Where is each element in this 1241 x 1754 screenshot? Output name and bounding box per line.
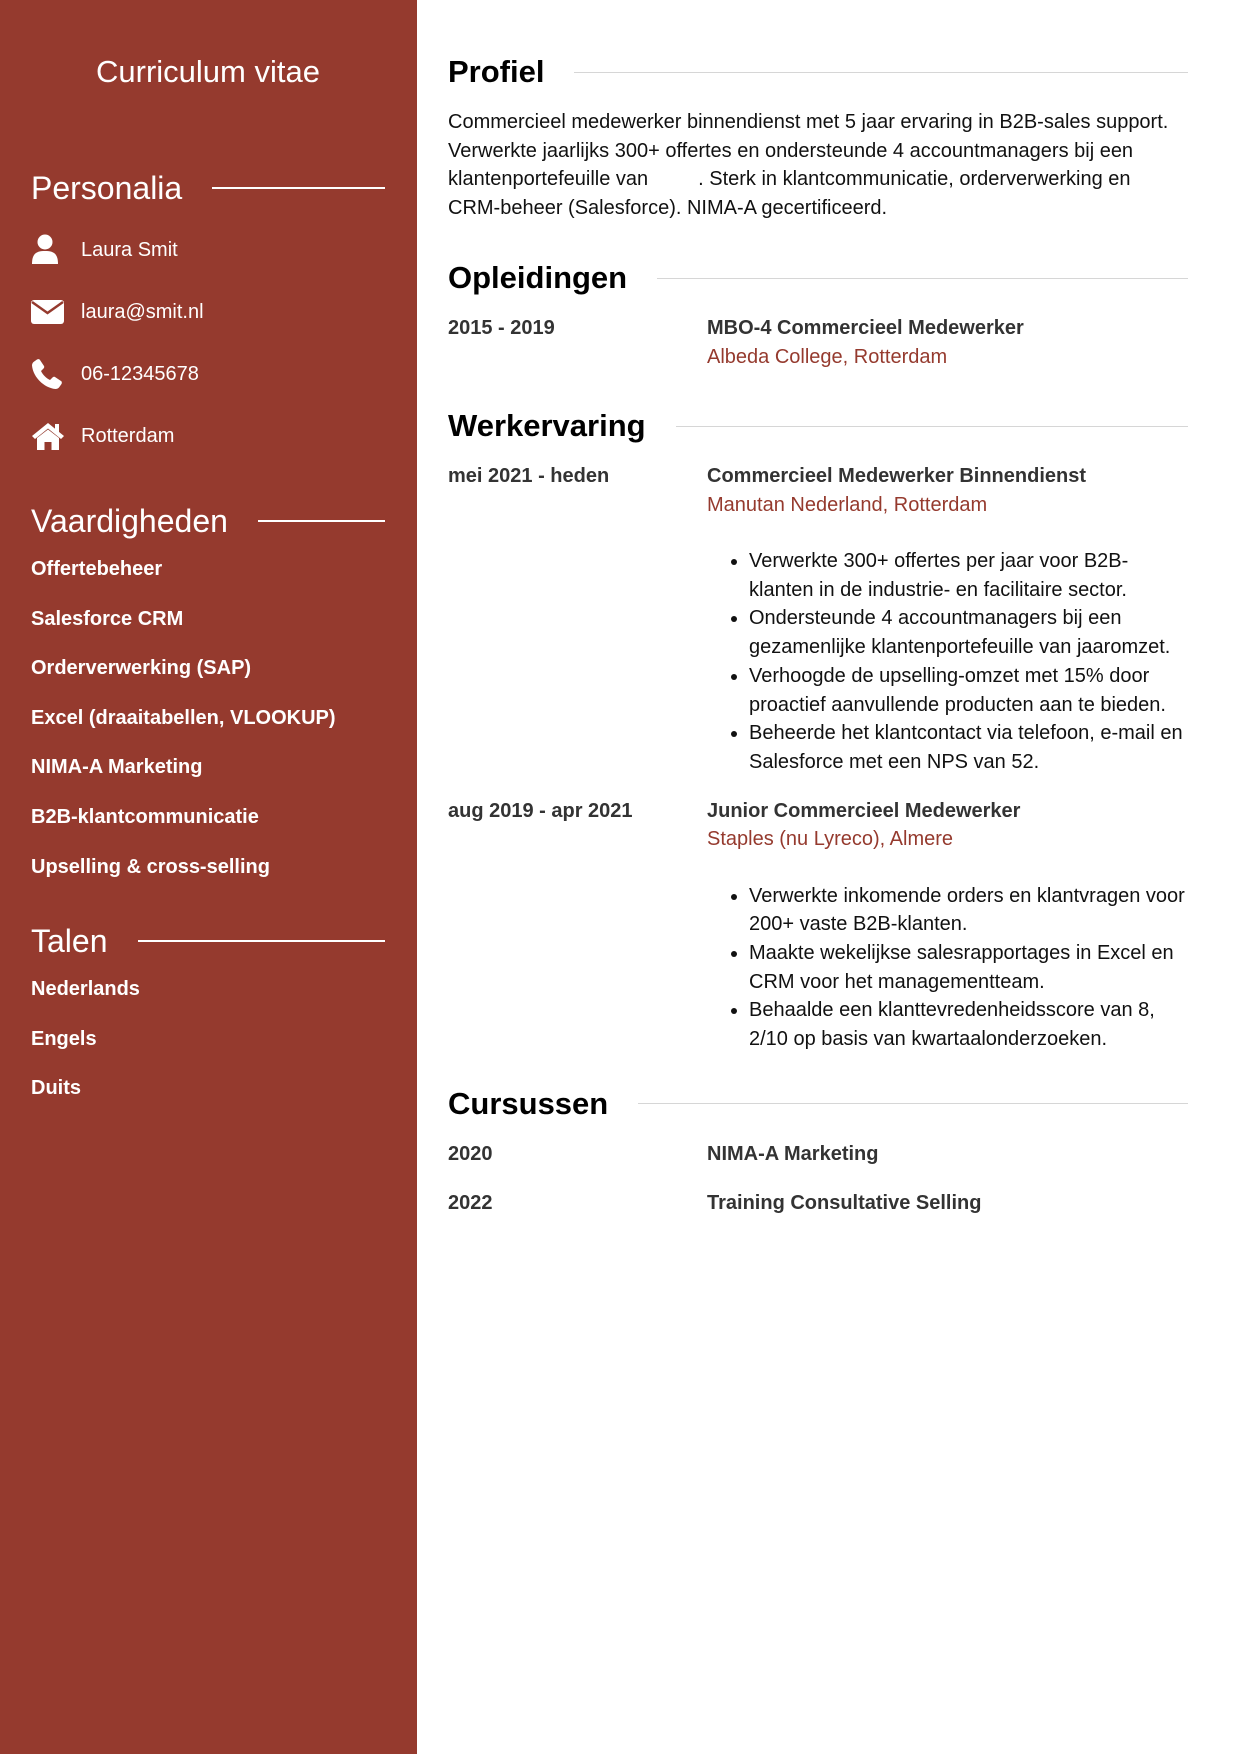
entry-bullets bbox=[707, 882, 1188, 1054]
personalia-heading-text: Personalia bbox=[31, 169, 183, 206]
experience-entry bbox=[448, 462, 1188, 777]
entry-bullets bbox=[707, 547, 1188, 777]
heading-divider bbox=[657, 278, 1188, 279]
course-entry bbox=[448, 1189, 1188, 1218]
entry-org: Staples (nu Lyreco), Almere bbox=[707, 828, 954, 851]
contact-name-text: Laura Smit bbox=[81, 238, 178, 261]
language-item: Duits bbox=[31, 1077, 81, 1100]
entry-title: Training Consultative Selling bbox=[707, 1191, 982, 1214]
skill-item: Upselling & cross-selling bbox=[31, 855, 270, 878]
bullet-item: • Ondersteunde 4 accountmanagers bij een gezamenlijke klantenportefeuille van jaaromzet. bbox=[749, 604, 1188, 661]
contact-city-text: Rotterdam bbox=[81, 424, 175, 447]
language-item: Engels bbox=[31, 1027, 97, 1050]
entry-org: Manutan Nederland, Rotterdam bbox=[707, 493, 988, 516]
languages-list bbox=[31, 974, 385, 1123]
entry-content bbox=[707, 797, 1188, 1054]
entry-title: Commercieel Medewerker Binnendienst bbox=[707, 465, 1087, 487]
courses-section bbox=[448, 1084, 1188, 1218]
profile-heading-text: Profiel bbox=[448, 54, 545, 89]
entry-date: aug 2019 - apr 2021 bbox=[448, 799, 633, 822]
bullet-item: • Beheerde het klantcontact via telefoon, e-mail en Salesforce met een NPS van 52. bbox=[749, 719, 1188, 776]
heading-divider bbox=[138, 940, 386, 942]
heading-divider bbox=[676, 426, 1188, 427]
entry-content bbox=[707, 462, 1188, 777]
experience-entry bbox=[448, 797, 1188, 1054]
contact-phone bbox=[31, 343, 385, 405]
education-heading-text: Opleidingen bbox=[448, 260, 628, 295]
education-section bbox=[448, 258, 1188, 371]
contact-name bbox=[31, 219, 385, 281]
entry-content bbox=[707, 314, 1188, 371]
profile-section bbox=[448, 0, 1188, 222]
entry-date: 2022 bbox=[448, 1191, 493, 1214]
bullet-item: • Verwerkte 300+ offertes per jaar voor B2B-klanten in de industrie- en facilitaire sector. bbox=[749, 547, 1188, 604]
entry-content bbox=[707, 1140, 1188, 1189]
contact-email-text[interactable]: laura@smit.nl bbox=[81, 300, 204, 323]
entry-date: 2015 - 2019 bbox=[448, 317, 555, 339]
profile-text-part-1: Commercieel medewerker binnendienst met 5 jaar ervaring in B2B-sales support. Verwerkte jaarlijks 300+ offertes en ondersteunde 4 accountmanagers bij een klantenportefeuille van bbox=[448, 111, 1169, 190]
skill-item: Orderverwerking (SAP) bbox=[31, 657, 252, 680]
envelope-icon bbox=[31, 296, 65, 328]
education-heading bbox=[448, 258, 1188, 298]
contact-email bbox=[31, 281, 385, 343]
bullet-item: • Verwerkte inkomende orders en klantvragen voor 200+ vaste B2B-klanten. bbox=[749, 882, 1188, 939]
bullet-item: • Maakte wekelijkse salesrapportages in Excel en CRM voor het managementteam. bbox=[749, 939, 1188, 996]
entry-title: NIMA-A Marketing bbox=[707, 1142, 879, 1165]
main-content bbox=[448, 0, 1188, 1217]
experience-heading bbox=[448, 406, 1188, 446]
contact-city bbox=[31, 405, 385, 467]
skill-item: Excel (draaitabellen, VLOOKUP) bbox=[31, 706, 336, 729]
heading-divider bbox=[212, 187, 385, 189]
bullet-item: • Verhoogde de upselling-omzet met 15% door proactief aanvullende producten aan te bieden. bbox=[749, 662, 1188, 719]
skill-item: B2B-klantcommunicatie bbox=[31, 805, 259, 828]
entry-date: mei 2021 - heden bbox=[448, 465, 610, 487]
personalia-heading bbox=[31, 168, 385, 208]
skills-heading bbox=[31, 501, 385, 541]
skill-item: Salesforce CRM bbox=[31, 607, 184, 630]
entry-date: 2020 bbox=[448, 1142, 493, 1165]
heading-divider bbox=[258, 520, 385, 522]
languages-heading bbox=[31, 921, 385, 961]
phone-icon bbox=[31, 358, 65, 390]
profile-text bbox=[448, 108, 1188, 222]
bullet-item: • Behaalde een klanttevredenheidsscore van 8, 2/10 op basis van kwartaalonderzoeken. bbox=[749, 996, 1188, 1053]
entry-org: Albeda College, Rotterdam bbox=[707, 345, 948, 368]
contact-list bbox=[31, 219, 385, 467]
education-entry bbox=[448, 314, 1188, 371]
skill-item: Offertebeheer bbox=[31, 558, 163, 580]
entry-title: MBO-4 Commercieel Medewerker bbox=[707, 317, 1024, 339]
language-item: Nederlands bbox=[31, 978, 140, 1001]
entry-content bbox=[707, 1189, 1188, 1218]
home-icon bbox=[31, 420, 65, 452]
profile-text-part-2: . Sterk in klantcommunicatie, orderverwerking en CRM-beheer (Salesforce). NIMA-A gecertificeerd. bbox=[448, 168, 1131, 219]
skills-heading-text: Vaardigheden bbox=[31, 502, 228, 539]
entry-title: Junior Commercieel Medewerker bbox=[707, 799, 1021, 822]
sidebar bbox=[0, 0, 417, 1754]
experience-heading-text: Werkervaring bbox=[448, 408, 646, 443]
courses-heading-text: Cursussen bbox=[448, 1085, 609, 1121]
skills-list bbox=[31, 554, 385, 901]
contact-phone-text[interactable]: 06-12345678 bbox=[81, 362, 199, 385]
skill-item: NIMA-A Marketing bbox=[31, 756, 203, 779]
languages-heading-text: Talen bbox=[31, 922, 108, 959]
heading-divider bbox=[574, 72, 1188, 73]
cv-title: Curriculum vitae bbox=[96, 54, 320, 89]
course-entry bbox=[448, 1140, 1188, 1189]
user-icon bbox=[31, 234, 65, 266]
heading-divider bbox=[638, 1103, 1188, 1104]
profile-heading bbox=[448, 52, 1188, 92]
courses-heading bbox=[448, 1084, 1188, 1124]
experience-section bbox=[448, 406, 1188, 1054]
